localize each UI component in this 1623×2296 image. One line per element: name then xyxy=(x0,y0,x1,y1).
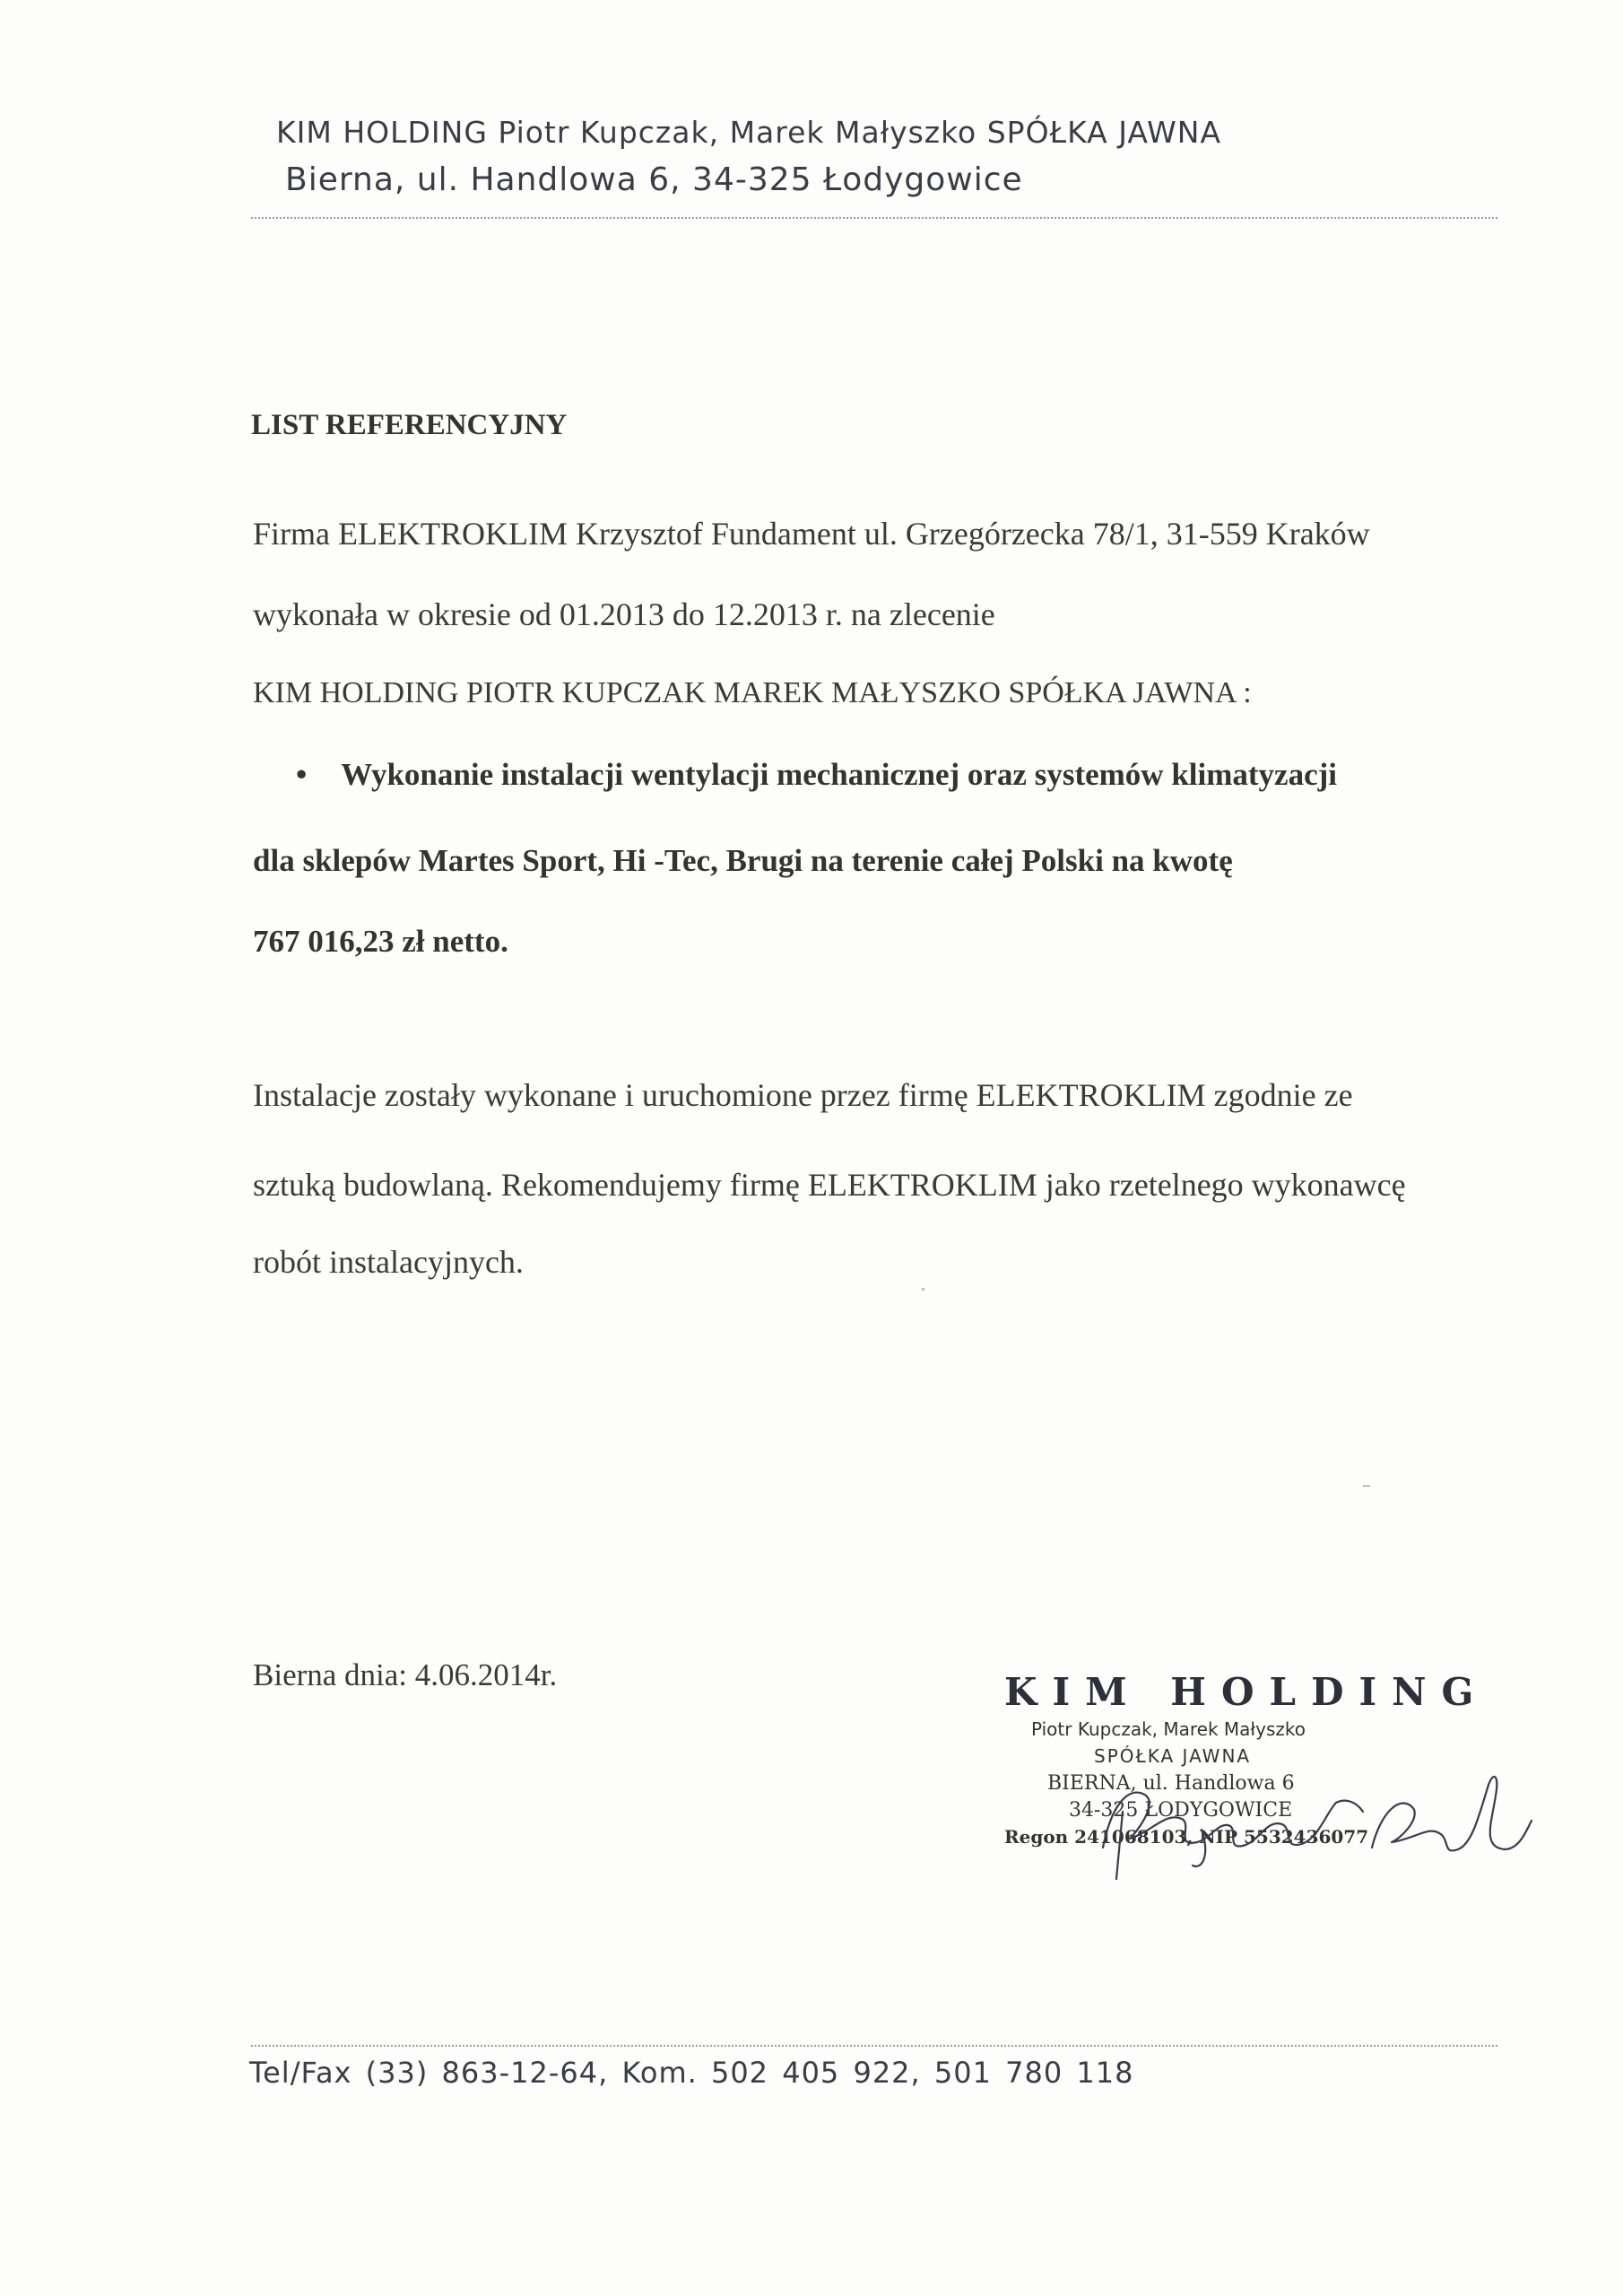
bullet-item xyxy=(296,757,1337,793)
footer-contact: Tel/Fax (33) 863-12-64, Kom. 502 405 922, 501 780 118 xyxy=(249,2056,1134,2090)
letter-title: LIST REFERENCYJNY xyxy=(251,409,568,441)
stamp-line: BIERNA, ul. Handlowa 6 xyxy=(1047,1772,1295,1795)
stamp-title: KIM HOLDING xyxy=(1004,1670,1489,1714)
stamp-line: SPÓŁKA JAWNA xyxy=(1094,1745,1252,1767)
stamp-line: Regon 241068103, NIP 5532436077 xyxy=(1004,1826,1369,1848)
body-line: sztuką budowlaną. Rekomendujemy firmę ELEKTROKLIM jako rzetelnego wykonawcę xyxy=(253,1167,1406,1203)
bullet-text: Wykonanie instalacji wentylacji mechanicznej oraz systemów klimatyzacji xyxy=(341,757,1338,792)
contract-amount: 767 016,23 zł netto. xyxy=(253,924,508,959)
footer-divider xyxy=(251,2045,1497,2047)
bullet-continuation: dla sklepów Martes Sport, Hi -Tec, Brugi na terenie całej Polski na kwotę xyxy=(253,843,1233,878)
letter-date: Bierna dnia: 4.06.2014r. xyxy=(253,1657,558,1692)
scan-speck xyxy=(1363,1485,1370,1487)
scan-speck xyxy=(922,1288,924,1291)
body-line: Instalacje zostały wykonane i uruchomione przez firmę ELEKTROKLIM zgodnie ze xyxy=(253,1077,1353,1113)
handwritten-signature xyxy=(1067,1749,1533,1883)
client-name: KIM HOLDING PIOTR KUPCZAK MAREK MAŁYSZKO SPÓŁKA JAWNA : xyxy=(253,676,1252,709)
letterhead-company: KIM HOLDING Piotr Kupczak, Marek Małyszko SPÓŁKA JAWNA xyxy=(276,115,1222,150)
header-divider xyxy=(251,217,1497,219)
letterhead-address: Bierna, ul. Handlowa 6, 34-325 Łodygowice xyxy=(285,161,1023,198)
body-line: robót instalacyjnych. xyxy=(253,1244,524,1280)
stamp-line: 34-325 ŁODYGOWICE xyxy=(1069,1799,1293,1822)
stamp-line: Piotr Kupczak, Marek Małyszko xyxy=(1031,1718,1306,1740)
body-line: Firma ELEKTROKLIM Krzysztof Fundament ul. Grzegórzecka 78/1, 31-559 Kraków xyxy=(253,516,1370,552)
bullet-icon: • xyxy=(296,757,308,792)
body-line: wykonała w okresie od 01.2013 do 12.2013 r. na zlecenie xyxy=(253,596,995,632)
